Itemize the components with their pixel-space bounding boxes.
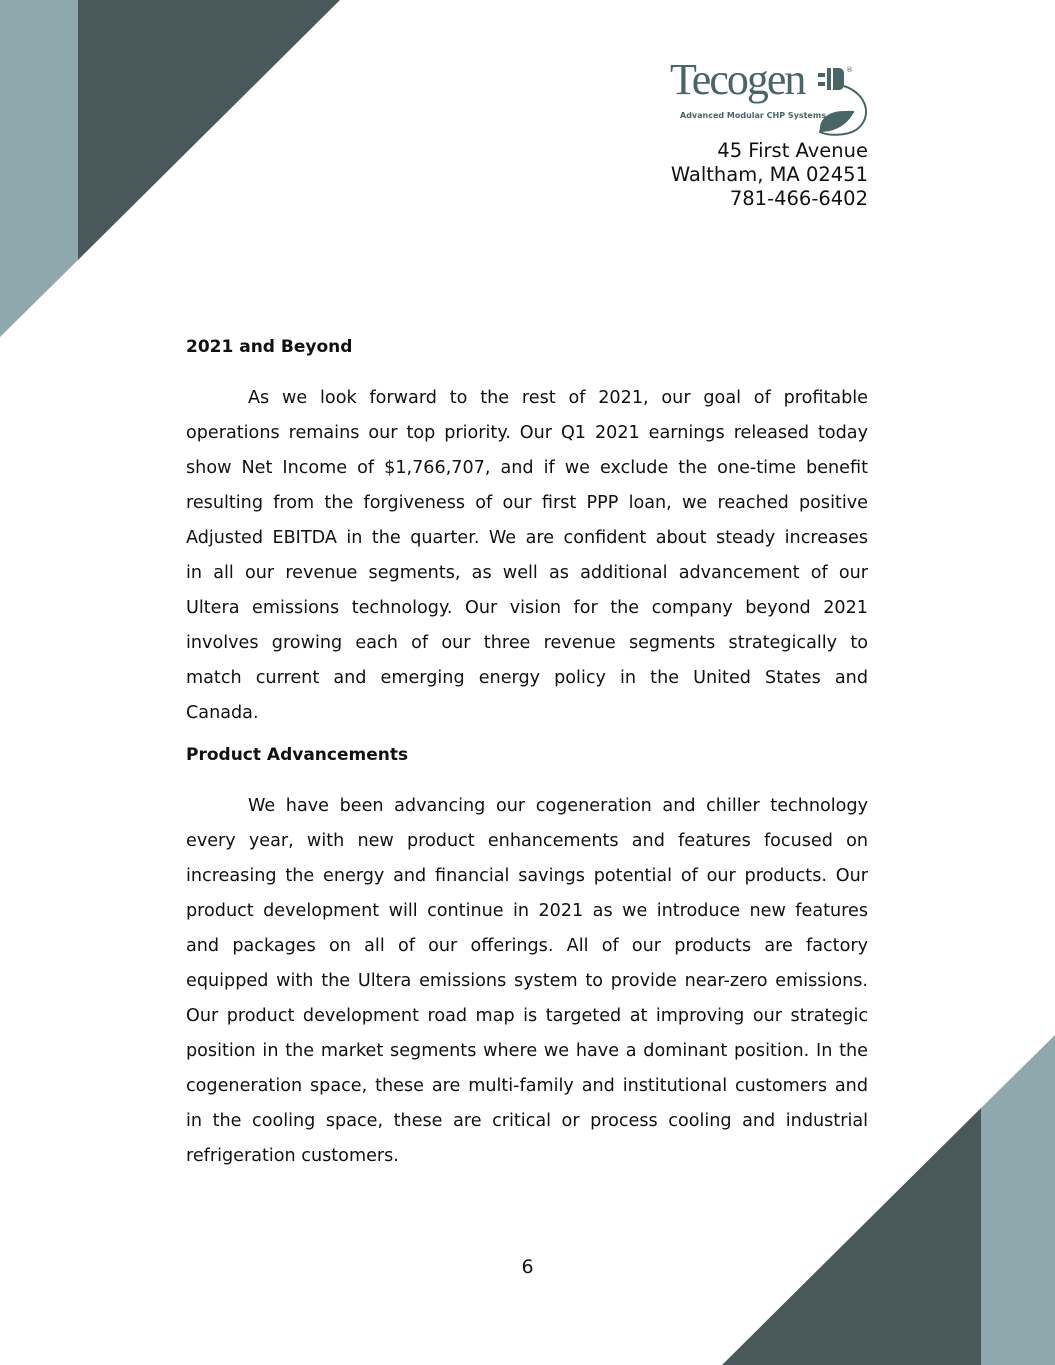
company-address xyxy=(671,139,868,211)
text-line: equipped with the Ultera emissions system to provide near-zero emissions. xyxy=(186,971,868,991)
text-line: in all our revenue segments, as well as additional advancement of our xyxy=(186,563,868,583)
paragraph xyxy=(186,381,868,731)
text-line: involves growing each of our three revenue segments strategically to xyxy=(186,633,868,653)
text-line: match current and emerging energy policy in the United States and xyxy=(186,668,868,688)
section-heading: Product Advancements xyxy=(186,745,409,765)
text-line: product development will continue in 2021 as we introduce new features xyxy=(186,901,868,921)
text-line: cogeneration space, these are multi-family and institutional customers and xyxy=(186,1076,868,1096)
section xyxy=(186,741,868,1174)
top-left-dark-shape xyxy=(78,0,340,260)
address-street: 45 First Avenue xyxy=(717,139,868,162)
text-line: Our product development road map is targeted at improving our strategic xyxy=(186,1006,868,1026)
text-line: every year, with new product enhancements and features focused on xyxy=(186,831,868,851)
text-line: increasing the energy and financial savings potential of our products. Our xyxy=(186,866,868,886)
document-body xyxy=(186,333,868,1184)
text-line: We have been advancing our cogeneration and chiller technology xyxy=(248,796,868,816)
text-line: resulting from the forgiveness of our first PPP loan, we reached positive xyxy=(186,493,868,513)
text-line: position in the market segments where we have a dominant position. In the xyxy=(186,1041,868,1061)
text-line: and packages on all of our offerings. All of our products are factory xyxy=(186,936,868,956)
svg-text:®: ® xyxy=(846,66,853,74)
text-line: Adjusted EBITDA in the quarter. We are confident about steady increases xyxy=(186,528,868,548)
text-line: Ultera emissions technology. Our vision for the company beyond 2021 xyxy=(186,598,868,618)
text-line: show Net Income of $1,766,707, and if we exclude the one-time benefit xyxy=(186,458,868,478)
address-city: Waltham, MA 02451 xyxy=(670,163,868,186)
text-line: refrigeration customers. xyxy=(186,1146,399,1166)
tecogen-logo xyxy=(668,56,873,138)
svg-text:Tecogen: Tecogen xyxy=(670,56,805,104)
section-heading: 2021 and Beyond xyxy=(186,337,353,357)
text-line: operations remains our top priority. Our Q1 2021 earnings released today xyxy=(186,423,868,443)
svg-text:Advanced Modular CHP Systems: Advanced Modular CHP Systems xyxy=(680,111,826,120)
paragraph xyxy=(186,789,868,1174)
address-phone: 781-466-6402 xyxy=(729,187,868,210)
text-line: As we look forward to the rest of 2021, our goal of profitable xyxy=(248,388,868,408)
section xyxy=(186,333,868,731)
text-line: in the cooling space, these are critical or process cooling and industrial xyxy=(186,1111,868,1131)
page-number: 6 xyxy=(521,1256,534,1278)
bottom-right-light-shape xyxy=(981,1035,1055,1365)
text-line: Canada. xyxy=(186,703,259,723)
top-left-light-shape xyxy=(0,0,78,337)
